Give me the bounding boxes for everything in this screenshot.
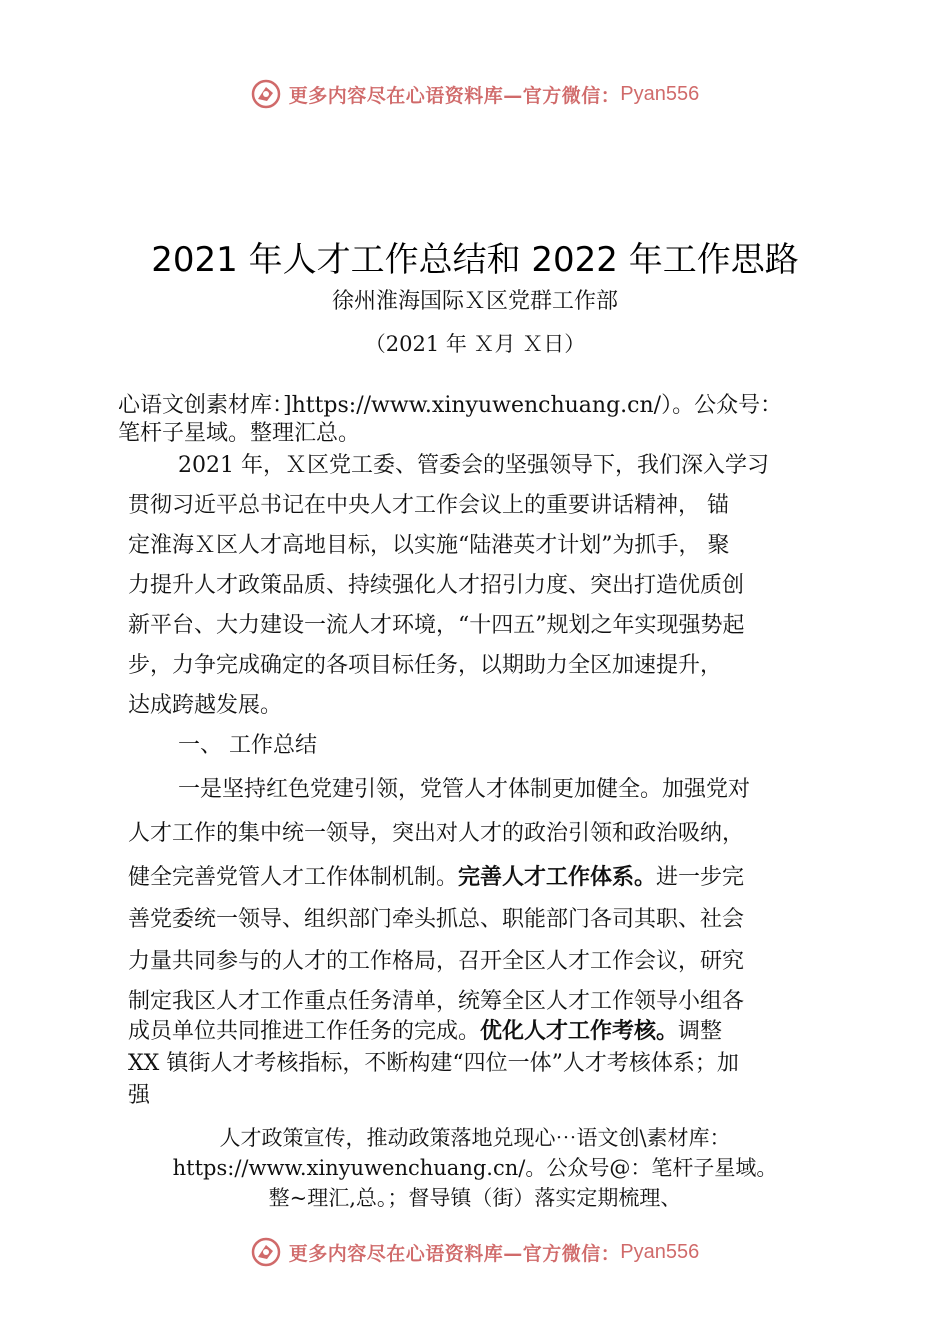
banner-text: 更多内容尽在心语资料库—官方微信：	[288, 1242, 621, 1265]
header-banner	[0, 74, 950, 114]
paragraph-line: 力量共同参与的人才的工作格局，召开全区人才工作会议，研究	[128, 949, 745, 974]
banner-text: 更多内容尽在心语资料库—官方微信：	[288, 84, 621, 107]
text-run: 成员单位共同推进工作任务的完成。	[128, 1019, 481, 1044]
bold-heading: 优化人才工作考核。	[480, 1019, 679, 1044]
paragraph-line: 定淮海Ｘ区人才高地目标，以实施“陆港英才计划”为抓手， 聚	[128, 533, 730, 558]
source-text-1: 心语文创素材库：]https://www.xinyuwenchuang.cn/）。公众号：	[118, 393, 783, 418]
paragraph-line: 新平台、大力建设一流人才环境，“十四五”规划之年实现强势起	[128, 613, 745, 638]
paragraph-line: 2021 年，Ｘ区党工委、管委会的坚强领导下，我们深入学习	[178, 453, 769, 478]
paragraph-line	[128, 1018, 722, 1046]
document-title: 2021 年人才工作总结和 2022 年工作思路	[151, 240, 799, 280]
paragraph-line: 力提升人才政策品质、持续强化人才招引力度、突出打造优质创	[128, 573, 745, 598]
bold-heading: 完善人才工作体系。	[458, 865, 657, 890]
source-line: 笔杆子星域。整理汇总。	[118, 421, 361, 446]
source-line	[118, 392, 782, 420]
banner-wechat-id: Pyan556	[620, 82, 700, 105]
paragraph-line: 贯彻习近平总书记在中央人才工作会议上的重要讲话精神， 锚	[128, 493, 729, 518]
text-run: 健全完善党管人才工作体制机制。	[128, 865, 459, 890]
footer-line: 整~理汇,总。；督导镇（街）落实定期梳理、	[268, 1186, 682, 1210]
paragraph-line	[128, 864, 744, 892]
paragraph-line: 制定我区人才工作重点任务清单，统筹全区人才工作领导小组各	[128, 989, 745, 1014]
document-date: （2021 年 Ｘ月 Ｘ日）	[364, 332, 586, 356]
footer-line: 人才政策宣传，推动政策落地兑现心⋯语文创\素材库：	[219, 1126, 731, 1150]
paragraph-line: 强	[128, 1083, 151, 1108]
paragraph-line: 达成跨越发展。	[128, 693, 283, 718]
paragraph-line: 人才工作的集中统一领导，突出对人才的政治引领和政治吸纳，	[128, 821, 745, 846]
text-run: 调整	[678, 1019, 723, 1044]
document-subtitle: 徐州淮海国际Ｘ区党群工作部	[331, 289, 618, 314]
logo-icon	[251, 1237, 281, 1267]
banner-wechat-id: Pyan556	[620, 1240, 700, 1263]
paragraph-line: 步，力争完成确定的各项目标任务，以期助力全区加速提升，	[128, 653, 723, 678]
section-heading: 一、 工作总结	[178, 733, 317, 758]
text-run: 进一步完	[656, 865, 745, 890]
footer-line: https://www.xinyuwenchuang.cn/。公众号@：笔杆子星域。	[172, 1156, 778, 1180]
logo-icon	[251, 79, 281, 109]
paragraph-line: 善党委统一领导、组织部门牵头抓总、职能部门各司其职、社会	[128, 907, 745, 932]
footer-banner	[0, 1232, 950, 1272]
paragraph-line: 一是坚持红色党建引领，党管人才体制更加健全。加强党对	[178, 777, 751, 802]
paragraph-line: XX 镇街人才考核指标，不断构建“四位一体”人才考核体系；加	[128, 1051, 739, 1076]
